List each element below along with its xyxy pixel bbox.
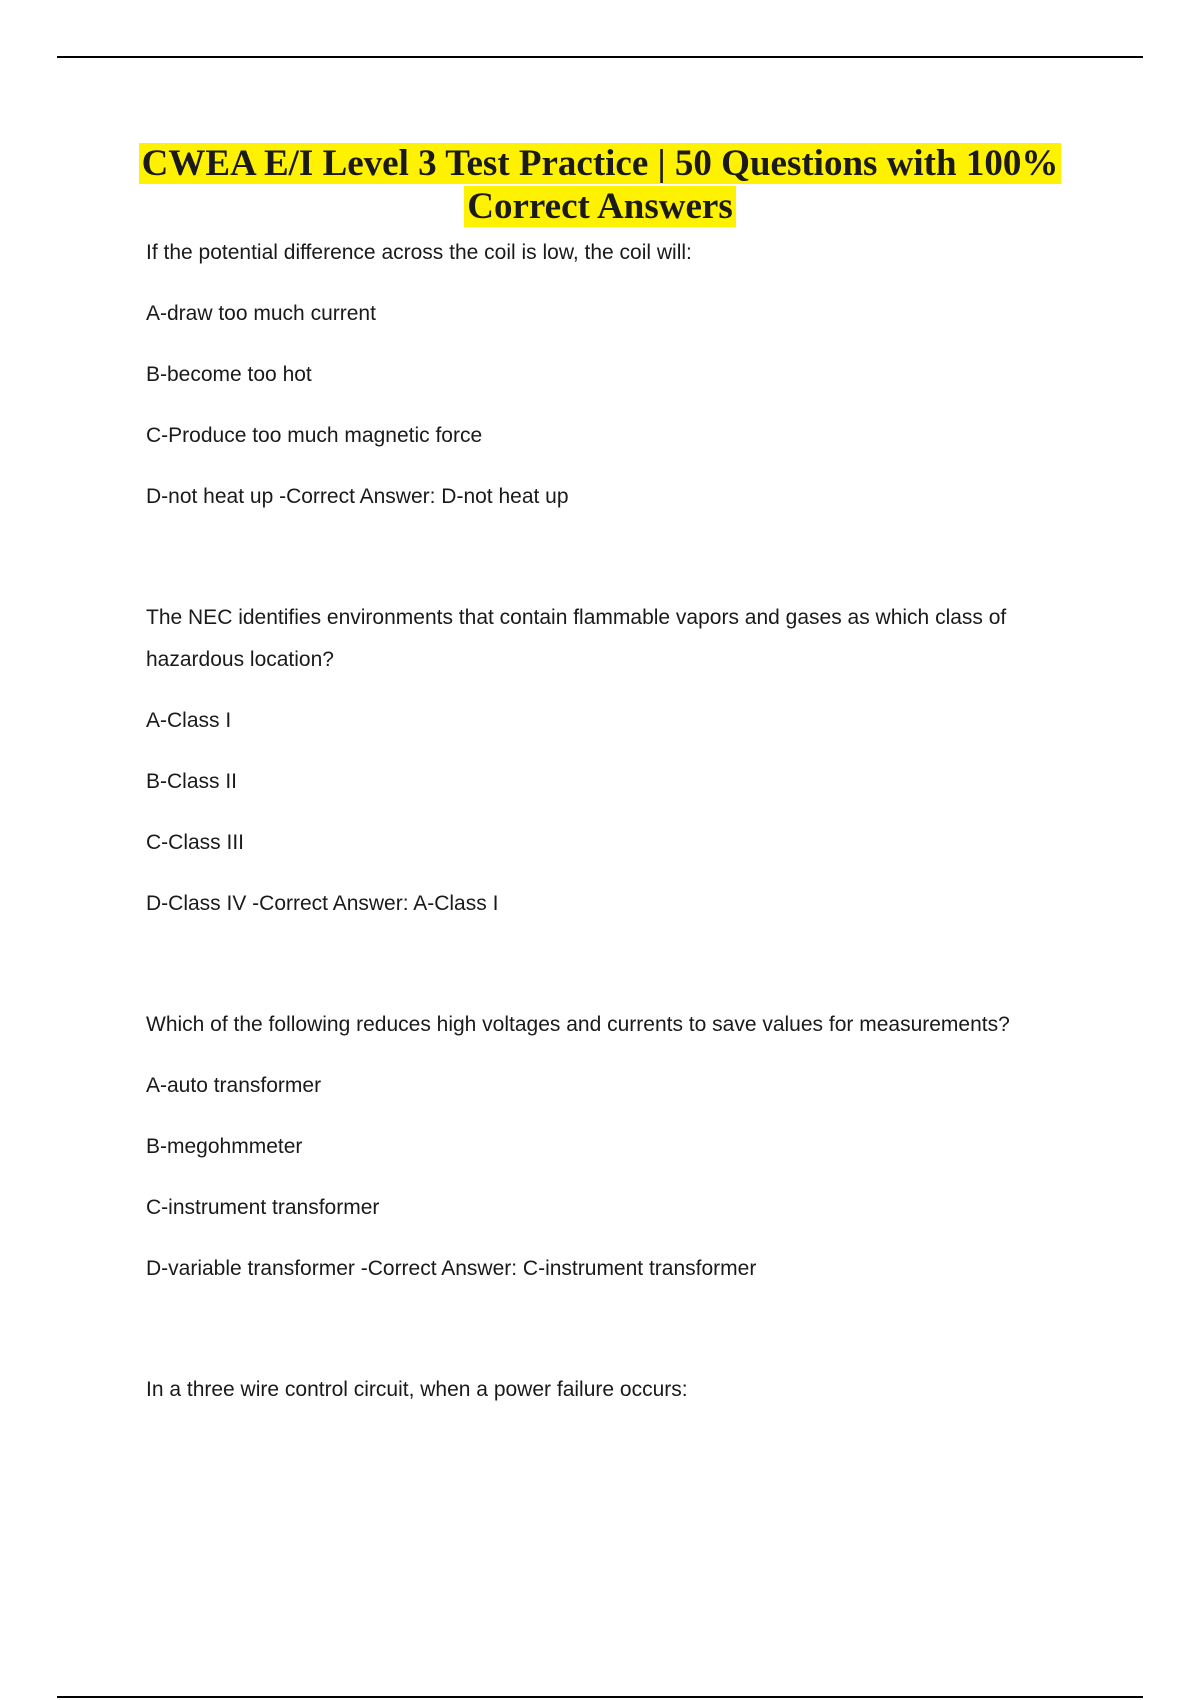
question-2: [146, 597, 1086, 925]
question-3: [146, 1004, 1086, 1290]
option-c: C-instrument transformer: [146, 1196, 380, 1219]
option-d-with-answer: D-variable transformer -Correct Answer: C-instrument transformer: [146, 1257, 757, 1280]
option-a: A-auto transformer: [146, 1074, 322, 1097]
option-b: B-megohmmeter: [146, 1135, 303, 1158]
header-rule: [57, 56, 1143, 58]
footer-rule: [57, 1696, 1143, 1698]
option-d-with-answer: D-Class IV -Correct Answer: A-Class I: [146, 892, 499, 915]
question-text: The NEC identifies environments that contain flammable vapors and gases as which class of hazardous location?: [146, 606, 1007, 671]
option-b: B-become too hot: [146, 363, 312, 386]
question-text: In a three wire control circuit, when a power failure occurs:: [146, 1378, 688, 1401]
option-a: A-Class I: [146, 709, 232, 732]
question-1: [146, 232, 1086, 518]
title-line-1: CWEA E/I Level 3 Test Practice | 50 Questions with 100%: [139, 143, 1062, 184]
title-line-2: Correct Answers: [464, 186, 735, 227]
document-body: [146, 232, 1086, 1411]
option-d-with-answer: D-not heat up -Correct Answer: D-not heat up: [146, 485, 569, 508]
option-c: C-Class III: [146, 831, 245, 854]
question-spacer: [146, 1290, 1086, 1369]
option-a: A-draw too much current: [146, 302, 376, 325]
question-spacer: [146, 518, 1086, 597]
question-spacer: [146, 925, 1086, 1004]
question-4: [146, 1369, 1086, 1411]
question-text: If the potential difference across the coil is low, the coil will:: [146, 241, 692, 264]
document-title: [120, 142, 1080, 228]
question-text: Which of the following reduces high voltages and currents to save values for measurements?: [146, 1013, 1010, 1036]
option-b: B-Class II: [146, 770, 238, 793]
option-c: C-Produce too much magnetic force: [146, 424, 483, 447]
